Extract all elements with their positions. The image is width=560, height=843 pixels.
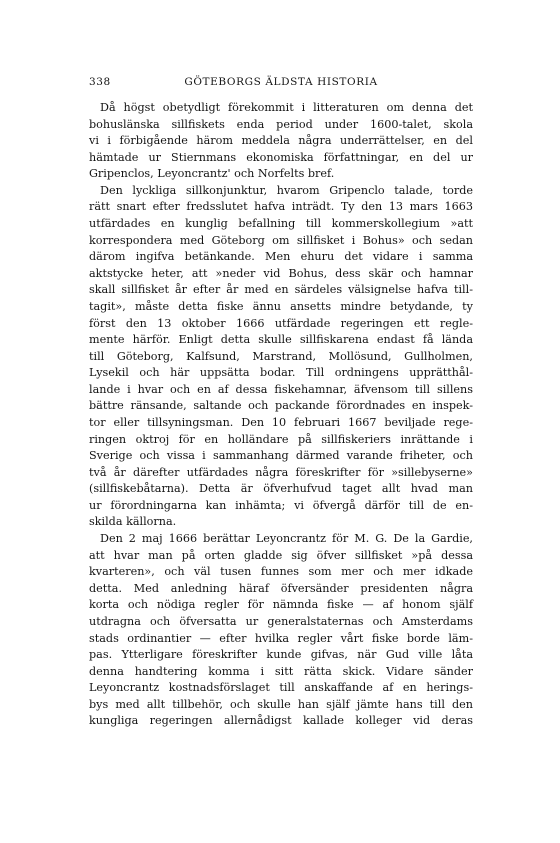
text-line: tagit», måste detta fiske ännu ansetts mindre betydande, ty [89, 299, 473, 313]
page-number: 338 [89, 76, 111, 88]
paragraph [89, 183, 473, 531]
text-line: kvarteren», och väl tusen funnes som mer och mer idkade [89, 565, 473, 579]
text-line: pas. Ytterligare föreskrifter kunde gifvas, när Gud ville låta [89, 648, 473, 662]
text-line: korta och nödiga regler för nämnda fiske — af honom själf [89, 598, 473, 612]
text-line: bohuslänska sillfiskets enda period under 1600-talet, skola [89, 117, 473, 131]
text-line: detta. Med anledning häraf öfversänder presidenten några [89, 581, 473, 595]
text-line: mente härför. Enligt detta skulle sillfiskarena endast få lända [89, 333, 473, 347]
text-line: ringen oktroj för en holländare på sillfiskeriers inrättande i [89, 432, 473, 446]
text-line: Den lyckliga sillkonjunktur, hvarom Gripenclo talade, torde [100, 183, 473, 197]
text-line: skilda källorna. [89, 515, 177, 529]
text-line: Lysekil och här uppsätta bodar. Till ordningens upprätthål- [89, 366, 473, 380]
text-line: kungliga regeringen allernådigst kallade kolleger vid deras [89, 714, 473, 728]
text-line: (sillfiskebåtarna). Detta är öfverhufvud taget allt hvad man [89, 482, 473, 496]
text-line: utdragna och öfversatta ur generalstaternas och Amsterdams [89, 614, 473, 628]
text-line: ur förordningarna kan inhämta; vi öfvergå därför till de en- [89, 498, 473, 512]
text-line: Då högst obetydligt förekommit i litteraturen om denna det [100, 101, 473, 114]
running-title: GÖTEBORGS ÄLDSTA HISTORIA [184, 76, 378, 88]
text-line: först den 13 oktober 1666 utfärdade regeringen ett regle- [89, 316, 473, 330]
text-line: korrespondera med Göteborg om sillfisket i Bohus» och sedan [89, 233, 473, 247]
text-line: att hvar man på orten gladde sig öfver sillfisket »på dessa [89, 548, 473, 562]
text-line: rätt snart efter fredsslutet hafva inträdt. Ty den 13 mars 1663 [89, 200, 473, 214]
text-line: hämtade ur Stiernmans ekonomiska författningar, en del ur [89, 150, 473, 164]
text-line: två år därefter utfärdades några föreskrifter för »sillebyserne» [89, 465, 473, 479]
text-line: bättre ränsande, saltande och packande förordnades en inspek- [89, 399, 473, 413]
paragraph [89, 100, 473, 183]
text-line: skall sillfisket år efter år med en särdeles välsignelse hafva till- [89, 283, 473, 297]
text-line: vi i förbigående härom meddela några underrättelser, en del [89, 134, 473, 148]
text-line: till Göteborg, Kalfsund, Marstrand, Mollösund, Gullholmen, [89, 349, 473, 363]
text-line: Sverige och vissa i sammanhang därmed varande friheter, och [89, 449, 473, 463]
text-line: tor eller tillsyningsman. Den 10 februari 1667 beviljade rege- [89, 415, 473, 429]
body-text [89, 100, 473, 730]
text-line: bys med allt tillbehör, och skulle han själf jämte hans till den [89, 697, 473, 711]
text-line: aktstycke heter, att »neder vid Bohus, dess skär och hamnar [89, 266, 473, 280]
text-line: utfärdades en kunglig befallning till kommerskollegium »att [89, 217, 473, 231]
text-line: Leyoncrantz kostnadsförslaget till anskaffande af en herings- [89, 681, 473, 695]
paragraph [89, 531, 473, 730]
page-header [89, 76, 473, 90]
text-line: stads ordinantier — efter hvilka regler vårt fiske borde läm- [89, 631, 473, 645]
text-line: lande i hvar och en af dessa fiskehamnar, äfvensom till sillens [89, 382, 473, 396]
text-line: Gripenclos, Leyoncrantz' och Norfelts bref. [89, 167, 335, 181]
text-line: denna handtering komma i sitt rätta skick. Vidare sänder [89, 664, 473, 678]
text-line: Den 2 maj 1666 berättar Leyoncrantz för M. G. De la Gardie, [100, 532, 473, 546]
text-line: därom ingifva betänkande. Men ehuru det vidare i samma [89, 250, 473, 264]
